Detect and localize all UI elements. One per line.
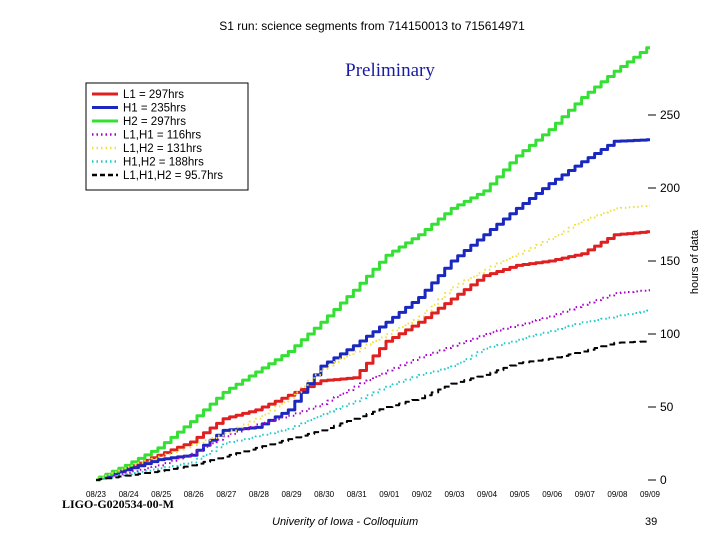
x-tick-label: 09/07 xyxy=(574,490,595,499)
x-tick-label: 08/24 xyxy=(118,490,139,499)
y-tick-label: 50 xyxy=(660,400,674,414)
x-tick-label: 09/03 xyxy=(444,490,465,499)
x-tick-label: 08/31 xyxy=(346,490,367,499)
document-id: LIGO-G020534-00-M xyxy=(62,497,174,511)
y-tick-label: 100 xyxy=(660,327,681,341)
footer-text: Univerity of Iowa - Colloquium xyxy=(272,516,419,528)
x-tick-label: 08/25 xyxy=(151,490,172,499)
legend-label-l1-h1-h2-95-7hrs: L1,H1,H2 = 95.7hrs xyxy=(123,170,224,182)
y-tick-label: 250 xyxy=(660,108,681,122)
series-line-l1-h1-116hrs xyxy=(96,290,650,480)
legend xyxy=(86,83,248,190)
legend-label-l1-297hrs: L1 = 297hrs xyxy=(123,89,185,101)
x-tick-label: 08/27 xyxy=(216,490,237,499)
y-ticks xyxy=(648,108,680,487)
x-tick-label: 09/04 xyxy=(477,490,498,499)
legend-label-h1-h2-188hrs: H1,H2 = 188hrs xyxy=(123,156,204,169)
legend-label-l1-h2-131hrs: L1,H2 = 131hrs xyxy=(123,143,202,155)
page-number: 39 xyxy=(645,516,658,528)
x-tick-label: 08/29 xyxy=(281,490,302,499)
y-axis-label: hours of data xyxy=(689,229,701,295)
x-tick-label: 09/08 xyxy=(607,490,628,499)
x-tick-label: 08/28 xyxy=(248,490,269,499)
series-line-h1-235hrs xyxy=(96,140,650,480)
x-tick-label: 09/09 xyxy=(639,490,661,499)
y-tick-label: 0 xyxy=(660,473,667,487)
x-tick-label: 08/26 xyxy=(183,490,204,499)
y-tick-label: 150 xyxy=(660,254,681,268)
legend-label-l1-h1-116hrs: L1,H1 = 116hrs xyxy=(123,129,202,142)
x-tick-label: 09/02 xyxy=(411,490,432,499)
x-tick-label: 09/01 xyxy=(379,490,400,499)
chart-title: S1 run: science segments from 714150013 to 715614971 xyxy=(219,19,525,33)
series-line-l1-h2-131hrs xyxy=(96,206,650,481)
x-tick-label: 09/06 xyxy=(542,490,563,499)
legend-label-h1-235hrs: H1 = 235hrs xyxy=(123,102,186,115)
x-tick-label: 09/05 xyxy=(509,490,530,499)
x-tick-label: 08/23 xyxy=(85,490,107,499)
preliminary-label: Preliminary xyxy=(345,60,435,81)
x-tick-label: 08/30 xyxy=(314,490,335,499)
legend-label-h2-297hrs: H2 = 297hrs xyxy=(123,116,186,128)
y-tick-label: 200 xyxy=(660,181,681,195)
